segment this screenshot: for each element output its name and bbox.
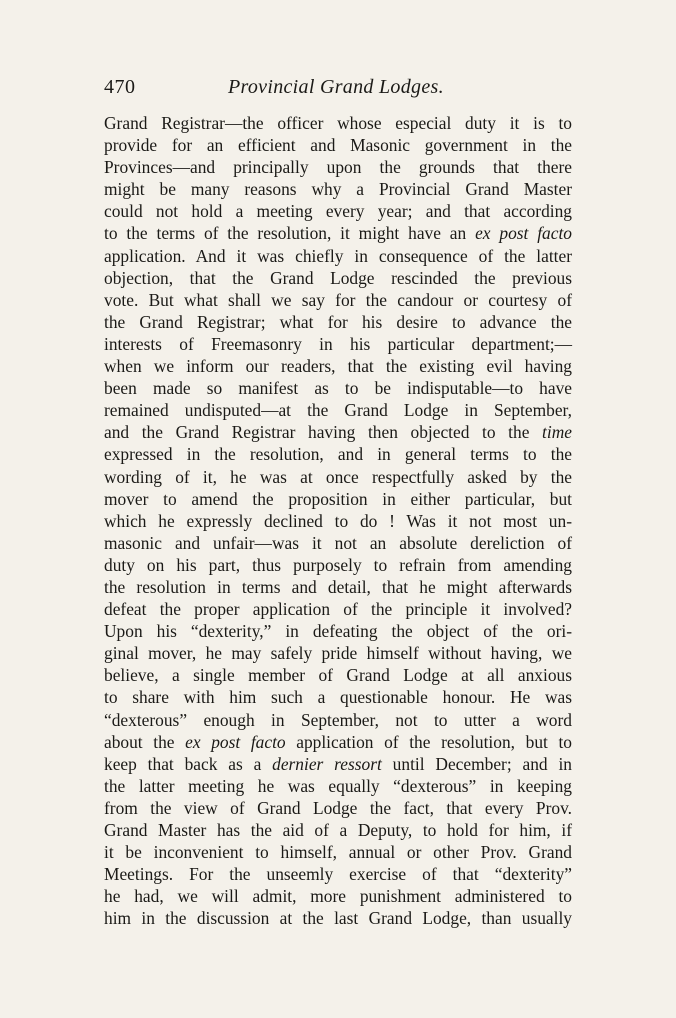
text-line: him in the discussion at the last Grand Lodge, than usually (104, 908, 572, 929)
text-line: Meetings. For the unseemly exercise of that “dexterity” (104, 864, 572, 885)
text-line: he had, we will admit, more punishment administered to (104, 886, 572, 907)
text-line: Upon his “dexterity,” in defeating the object of the ori- (104, 621, 572, 642)
text-line: the Grand Registrar; what for his desire to advance the (104, 311, 572, 332)
text-line: remained undisputed—at the Grand Lodge in September, (104, 400, 572, 421)
text-line: keep that back as a dernier ressort until December; and in (104, 753, 572, 774)
text-line: from the view of Grand Lodge the fact, that every Prov. (104, 797, 572, 818)
text-line: about the ex post facto application of the resolution, but to (104, 731, 572, 752)
text-line: objection, that the Grand Lodge rescinded the previous (104, 267, 572, 288)
text-line: mover to amend the proposition in either particular, but (104, 488, 572, 509)
text-line: defeat the proper application of the principle it involved? (104, 599, 572, 620)
text-line: Provinces—and principally upon the grounds that there (104, 157, 572, 178)
text-line: masonic and unfair—was it not an absolute dereliction of (104, 532, 572, 553)
text-line: Grand Registrar—the officer whose especial duty it is to (104, 113, 572, 133)
text-line: the latter meeting he was equally “dexterous” in keeping (104, 775, 572, 796)
text-line: duty on his part, thus purposely to refrain from amending (104, 554, 572, 575)
text-line: ginal mover, he may safely pride himself without having, we (104, 643, 572, 664)
text-line: to share with him such a questionable honour. He was (104, 687, 572, 708)
text-line: believe, a single member of Grand Lodge at all anxious (104, 665, 572, 686)
text-line: vote. But what shall we say for the candour or courtesy of (104, 289, 572, 310)
text-line: it be inconvenient to himself, annual or other Prov. Grand (104, 842, 572, 863)
running-title: Provincial Grand Lodges. (228, 76, 444, 98)
page-number: 470 (104, 76, 136, 98)
text-line: expressed in the resolution, and in general terms to the (104, 444, 572, 465)
text-line: interests of Freemasonry in his particular department;— (104, 333, 572, 354)
text-line: might be many reasons why a Provincial Grand Master (104, 179, 572, 200)
text-line: Grand Master has the aid of a Deputy, to hold for him, if (104, 820, 572, 840)
text-line: been made so manifest as to be indisputable—to have (104, 378, 572, 399)
text-line: wording of it, he was at once respectfully asked by the (104, 466, 572, 487)
text-line: the resolution in terms and detail, that he might afterwards (104, 576, 572, 597)
text-line: and the Grand Registrar having then objected to the time (104, 422, 572, 443)
body-text (104, 112, 572, 929)
text-line: to the terms of the resolution, it might have an ex post facto (104, 223, 572, 244)
text-line: “dexterous” enough in September, not to utter a word (104, 709, 572, 730)
text-line: could not hold a meeting every year; and that according (104, 201, 572, 222)
text-line: which he expressly declined to do ! Was it not most un- (104, 510, 572, 531)
page-header (104, 76, 574, 106)
text-line: application. And it was chiefly in consequence of the latter (104, 245, 572, 266)
text-line: provide for an efficient and Masonic government in the (104, 135, 572, 156)
text-line: when we inform our readers, that the existing evil having (104, 356, 572, 377)
